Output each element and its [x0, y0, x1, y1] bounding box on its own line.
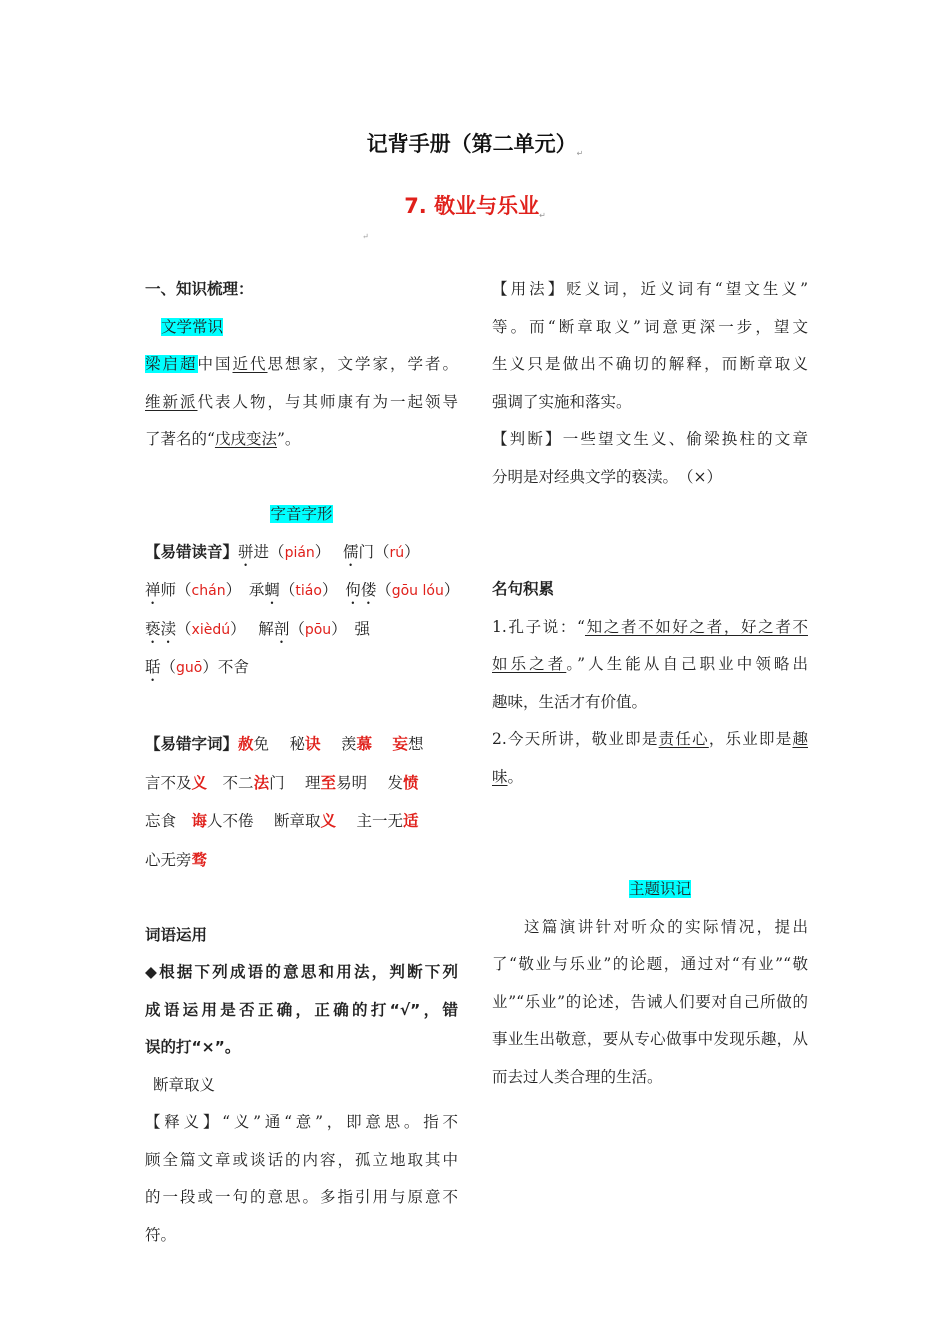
lesson-title: 7. 敬业与乐业↵: [404, 194, 546, 220]
usage-line-2: 等。而“断章取义”词意更深一步，望文: [492, 317, 808, 336]
quote-1-line-1: 1.孔子说：“知之者不如好之者，好之者不: [492, 617, 808, 636]
def-line-3: 的一段或一句的意思。多指引用与原意不: [145, 1188, 458, 1206]
pron-line-1: 【易错读音】骈进（pián） 儒门（rú）: [145, 542, 420, 561]
quote-2-line-2: 味。: [492, 767, 524, 786]
def-line-2: 顾全篇文章或谈话的内容，孤立地取其中: [145, 1150, 458, 1169]
def-line-1: 【释义】“义”通“意”，即意思。指不: [145, 1113, 458, 1131]
pron-line-4: 聒（guō）不舍: [145, 658, 249, 676]
paragraph-mark: ↵: [362, 232, 369, 241]
pron-line-2: 禅师（chán） 承蜩（tiáo） 佝偻（gōu lóu）: [145, 581, 460, 599]
usage-instruction-1: ◆根据下列成语的意思和用法，判断下列: [145, 963, 458, 981]
judge-line-1: 【判断】一些望文生义、偷梁换柱的文章: [492, 430, 808, 448]
usage-line-3: 生义只是做出不确切的解释，而断章取义: [492, 355, 808, 373]
pron-heading: 字音字形: [270, 505, 333, 523]
theme-text: 这篇演讲针对听众的实际情况，提出了“敬业与乐业”的论题，通过对“有业”“敬业”“乐业”的论述，告诫人们要对自己所做的事业生出敬意，要从专心做事中发现乐趣，从而去过人类合理的生活。: [492, 917, 808, 1086]
usage-line-1: 【用法】贬义词，近义词有“望文生义”: [492, 280, 808, 298]
quotes-heading: 名句积累: [492, 580, 555, 598]
quote-1-line-2: 如乐之者。”人生能从自己职业中领略出: [492, 655, 808, 673]
def-line-4: 符。: [145, 1225, 177, 1244]
section-heading: 一、知识梳理：: [145, 280, 254, 298]
chars-line-1: 【易错字词】赦免 秘诀 羡慕 妄想: [145, 734, 424, 753]
chars-line-3: 忘食 诲人不倦 断章取义 主一无适: [145, 811, 419, 830]
usage-heading: 词语运用: [145, 925, 208, 944]
idiom-title: 断章取义: [153, 1075, 216, 1094]
theme-heading: 主题识记: [628, 880, 691, 898]
usage-instruction-2: 成语运用是否正确，正确的打“√”，错: [145, 1000, 458, 1019]
judge-line-2: 分明是对经典文学的亵渎。 （×）: [492, 467, 722, 486]
lit-line-1: 梁启超中国近代思想家，文学家，学者。: [145, 355, 458, 373]
lit-line-2: 维新派代表人物，与其师康有为一起领导: [145, 392, 458, 411]
chars-line-2: 言不及义 不二法门 理至易明 发愤: [145, 772, 419, 792]
quote-2-line-1: 2.今天所讲，敬业即是责任心，乐业即是趣: [492, 730, 808, 748]
page-title: 记背手册（第二单元）↵: [366, 132, 584, 158]
right-column: [492, 271, 808, 1096]
chars-line-4: 心无旁骛: [145, 849, 208, 869]
left-column: [145, 271, 458, 1254]
usage-instruction-3: 误的打“×”。: [145, 1038, 241, 1056]
quote-1-line-3: 趣味，生活才有价值。: [492, 692, 648, 711]
lit-heading: 文学常识: [161, 317, 224, 336]
pron-line-3: 亵渎（xièdú） 解剖（pōu） 强: [145, 619, 370, 638]
lit-line-3: 了著名的“戊戌变法”。: [145, 430, 301, 448]
usage-line-4: 强调了实施和落实。: [492, 392, 632, 411]
